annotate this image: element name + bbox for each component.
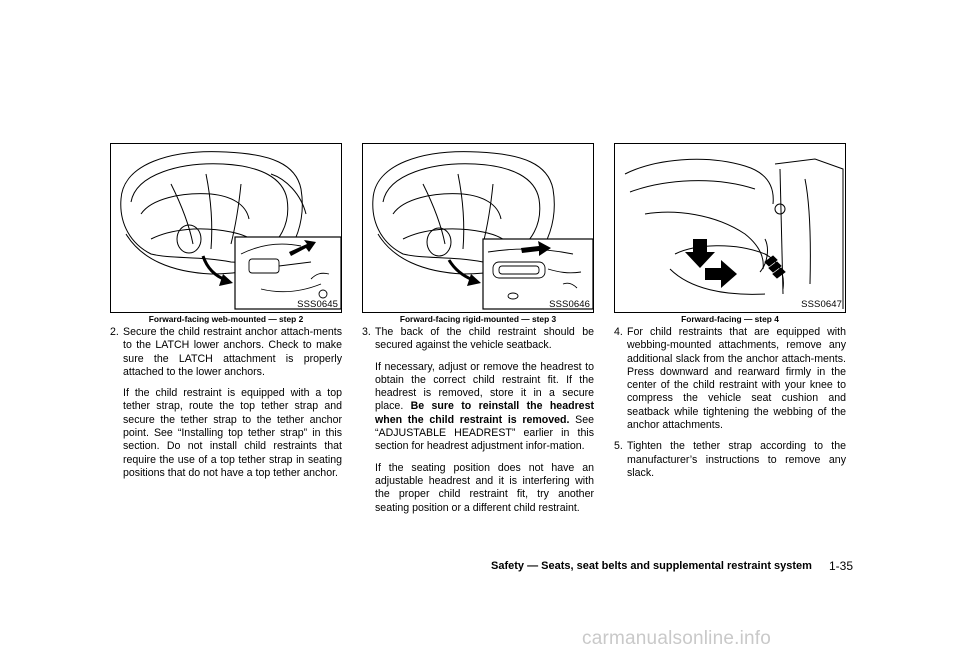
column-2 [362, 143, 594, 515]
figure-caption: Forward-facing — step 4 [681, 314, 779, 324]
step-2 [110, 326, 342, 379]
step-number: 4. [614, 326, 623, 338]
paragraph-top-tether: If the child restraint is equipped with a top tether strap, route the top tether strap and secure the tether strap to the tether anchor point. See “Installing top tether strap” in this section. Do not install child restraints that require the use of a top tether strap in seating positions that do not have a top tether anchor. [123, 387, 342, 479]
step-text: Tighten the tether strap according to the manufacturer’s instructions to remove any slack. [627, 440, 846, 479]
step-number: 3. [362, 326, 371, 338]
knee-press-illustration [615, 144, 846, 313]
figure-code: SSS0645 [297, 299, 338, 310]
page-number: 1-35 [829, 559, 854, 573]
column-3 [614, 143, 846, 480]
headrest-text-b: See “ADJUSTABLE HEADREST” earlier in this section for headrest adjustment infor-mation. [375, 413, 594, 453]
figure-sss0646 [362, 143, 594, 313]
paragraph-headrest [362, 361, 594, 454]
figure-code: SSS0647 [801, 299, 842, 310]
figure-caption: Forward-facing web-mounted — step 2 [148, 314, 304, 324]
figure-caption: Forward-facing rigid-mounted — step 3 [399, 314, 557, 324]
step-3 [362, 326, 594, 353]
step-number: 2. [110, 326, 119, 338]
paragraph-seating-position: If the seating position does not have an adjustable headrest and it is interfering with the proper child restraint fit, try another seating position or a different child restraint. [375, 461, 594, 514]
child-seat-web-mounted-illustration [111, 144, 342, 313]
step-number: 5. [614, 440, 623, 453]
step-text: The back of the child restraint should be secured against the vehicle seatback. [375, 326, 594, 352]
figure-sss0645 [110, 143, 342, 313]
figure-code: SSS0646 [549, 299, 590, 310]
step-5 [614, 440, 846, 480]
step-text: For child restraints that are equipped with webbing-mounted attachments, remove any additional slack from the anchor attach-ments. Press downward and rearward firmly in the center of the child restraint with your knee to compress the vehicle seat cushion and seatback while tightening the webbing of the anchor attachments. [627, 326, 846, 432]
headrest-text-a: If necessary, adjust or remove the headrest to obtain the correct child restraint fit. If the headrest is removed, store it in a secure place. [375, 360, 594, 413]
figure-sss0647 [614, 143, 846, 313]
watermark: carmanualsonline.info [582, 628, 772, 649]
headrest-warning: Be sure to reinstall the headrest when the child restraint is removed. [375, 400, 594, 426]
step-text: Secure the child restraint anchor attach-ments to the LATCH lower anchors. Check to make sure the LATCH attachment is properly attached to the lower anchors. [123, 326, 342, 378]
column-1 [110, 143, 342, 480]
step-4 [614, 326, 846, 432]
section-footer: Safety — Seats, seat belts and supplemental restraint system [491, 560, 812, 572]
child-seat-rigid-mounted-illustration [363, 144, 594, 313]
